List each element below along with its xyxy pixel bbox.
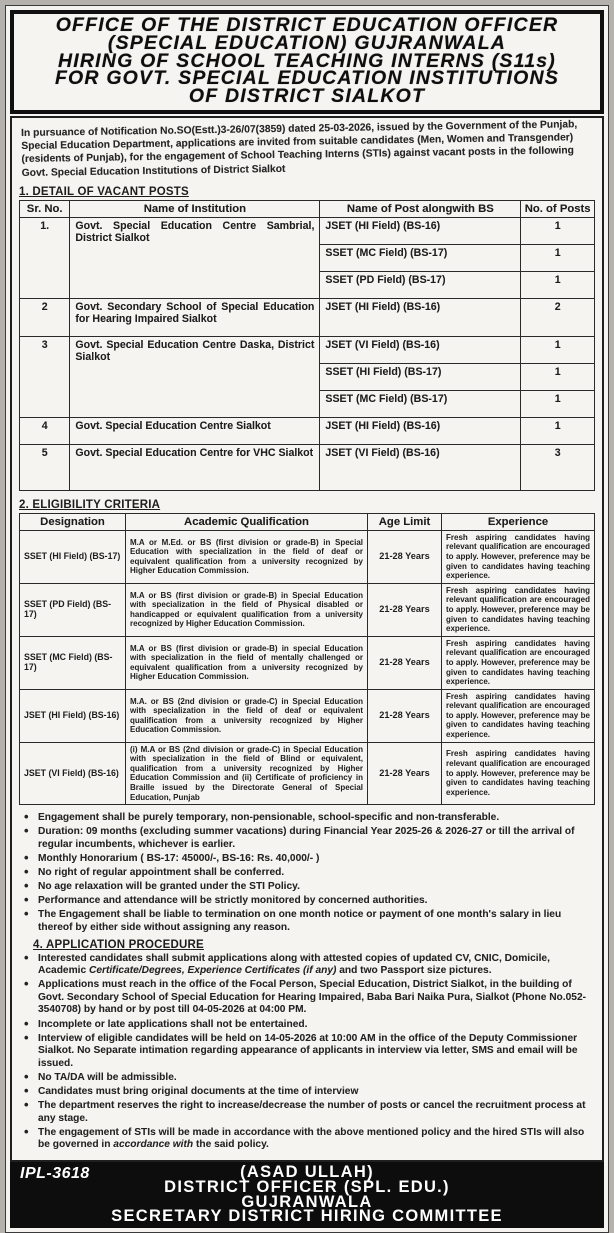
- column-header-sr: Sr. No.: [20, 200, 70, 217]
- ad-header-line-4: FOR GOVT. SPECIAL EDUCATION INSTITUTIONS: [54, 67, 560, 90]
- signatory-committee: SECRETARY DISTRICT HIRING COMMITTEE: [111, 1207, 503, 1226]
- column-header-age: Age Limit: [368, 513, 442, 530]
- post-cell: JSET (VI Field) (BS-16): [320, 336, 521, 363]
- qualification-cell: (i) M.A or BS (2nd division or grade-C) in Special Education with specialization in the field of Blind or equivalent, qualification from a university recognized by Higher Education Commission and (ii) Certificate of proficiency in Braille issued by the Directorate General of Special Education, Punjab: [126, 742, 368, 805]
- signatory-city: GUJRANWALA: [241, 1192, 373, 1211]
- ad-header-line-5: OF DISTRICT SIALKOT: [188, 85, 426, 108]
- emphasized-text: 04-05-2026 at 04:00 PM.: [192, 1004, 307, 1016]
- ad-header-line-3: HIRING OF SCHOOL TEACHING INTERNS (S11s): [58, 49, 556, 72]
- newspaper-ad: [5, 5, 609, 1233]
- eligibility-heading: 2. ELIGIBILITY CRITERIA: [19, 498, 161, 511]
- ad-body: [10, 116, 604, 1162]
- age-cell: 21-28 Years: [368, 742, 442, 805]
- age-cell: 21-28 Years: [368, 530, 442, 583]
- designation-cell: SSET (PD Field) (BS-17): [20, 583, 126, 636]
- age-cell: 21-28 Years: [368, 583, 442, 636]
- table-row: [20, 742, 595, 805]
- count-cell: 1: [521, 336, 595, 363]
- sr-cell: 3: [20, 336, 70, 417]
- count-cell: 1: [521, 244, 595, 271]
- age-cell: 21-28 Years: [368, 636, 442, 689]
- vacant-posts-table: [19, 200, 595, 491]
- ad-header-line-1: OFFICE OF THE DISTRICT EDUCATION OFFICER: [55, 14, 559, 36]
- count-cell: 1: [521, 417, 595, 444]
- emphasized-text: accordance with: [113, 1139, 194, 1151]
- intro-paragraph: In pursuance of Notification No.SO(Estt.)3-26/07(3859) dated 25-03-2026, issued by the Government of the Punjab, Special Education Department, applications are invited from suitable candidates (Men, Women and Transgender) (residents of Punjab), for the engagement of School Teaching Interns (STIs) against vacant posts in the following Govt. Special Education Institutions of District Sialkot: [21, 119, 578, 179]
- table-row: [20, 444, 595, 490]
- table-row: [20, 298, 595, 336]
- qualification-cell: M.A or BS (first division or grade-B) in special Education with specialization in the field of mentally challenged or equivalent qualification from a university recognized by Higher Education Commission.: [126, 636, 368, 689]
- text-segment: in the office of the Deputy Commissioner Sialkot. No Separate intimation regarding appearance of applicants in interview via letter, SMS and email will be issued.: [38, 1032, 578, 1069]
- column-header-institution: Name of Institution: [70, 200, 320, 217]
- text-segment: The engagement of STIs will be made in accordance with the above mentioned policy and the hired STIs will also be governed in: [38, 1126, 585, 1151]
- count-cell: 3: [521, 444, 595, 490]
- qualification-cell: M.A. or BS (2nd division or grade-C) in Special Education with specialization in the field of deaf or equivalent qualification from a university recognized by Higher Education Commission.: [126, 689, 368, 742]
- experience-cell: Fresh aspiring candidates having relevant qualification are encouraged to apply. However, preference may be given to candidates having teaching experience.: [442, 636, 595, 689]
- application-item: • Incomplete or late applications shall not be entertained.: [21, 1019, 595, 1032]
- text-segment: Interested candidates shall submit applications along with attested copies of updated CV, CNIC, Domicile, Academic: [38, 952, 550, 977]
- post-cell: JSET (HI Field) (BS-16): [320, 298, 521, 336]
- application-list: [21, 953, 595, 1152]
- emphasized-text: 14-05-2026 at 10:00 AM: [264, 1032, 376, 1044]
- application-item: [21, 979, 595, 1017]
- text-segment: and two Passport size pictures.: [336, 965, 492, 977]
- terms-item: • No right of regular appointment shall be conferred.: [21, 867, 595, 880]
- count-cell: 1: [521, 271, 595, 298]
- application-item: [21, 1127, 595, 1152]
- age-cell: 21-28 Years: [368, 689, 442, 742]
- designation-cell: SSET (MC Field) (BS-17): [20, 636, 126, 689]
- terms-item: • The Engagement shall be liable to termination on one month notice or payment of one month's salary in lieu thereof by either side without assigning any reason.: [21, 909, 595, 934]
- table-row: [20, 417, 595, 444]
- post-cell: SSET (MC Field) (BS-17): [320, 390, 521, 417]
- terms-item: • No age relaxation will be granted under the STI Policy.: [21, 881, 595, 894]
- application-heading: 4. APPLICATION PROCEDURE: [33, 938, 204, 951]
- column-header-experience: Experience: [442, 513, 595, 530]
- signature-strip: [10, 1162, 604, 1228]
- application-item: • No TA/DA will be admissible.: [21, 1072, 595, 1085]
- institution-cell: Govt. Special Education Centre for VHC Sialkot: [70, 444, 320, 490]
- sr-cell: 2: [20, 298, 70, 336]
- ad-reference-number: IPL-3618: [20, 1164, 90, 1182]
- table-row: [20, 583, 595, 636]
- table-header-row: [20, 200, 595, 217]
- post-cell: JSET (VI Field) (BS-16): [320, 444, 521, 490]
- signatory-title: DISTRICT OFFICER (SPL. EDU.): [164, 1177, 450, 1196]
- terms-item: • Duration: 09 months (excluding summer vacations) during Financial Year 2025-26 & 2026-27 or till the arrival of regular incumbents, whichever is earlier.: [21, 826, 595, 851]
- sr-cell: 4: [20, 417, 70, 444]
- institution-cell: Govt. Special Education Centre Daska, District Sialkot: [70, 336, 320, 417]
- experience-cell: Fresh aspiring candidates having relevant qualification are encouraged to apply. However, preference may be given to candidates having teaching experience.: [442, 689, 595, 742]
- post-cell: JSET (HI Field) (BS-16): [320, 217, 521, 244]
- ad-header: [10, 10, 604, 114]
- ad-header-line-2: (SPECIAL EDUCATION) GUJRANWALA: [107, 31, 507, 54]
- sr-cell: 5: [20, 444, 70, 490]
- experience-cell: Fresh aspiring candidates having relevant qualification are encouraged to apply. However, preference may be given to candidates having teaching experience.: [442, 530, 595, 583]
- table-row: [20, 689, 595, 742]
- application-item: [21, 1033, 595, 1071]
- application-item: [21, 953, 595, 978]
- qualification-cell: M.A or M.Ed. or BS (first division or grade-B) in Special Education with specialization in the field of deaf or equivalent qualification from a university recognized by Higher Education Commission.: [126, 530, 368, 583]
- table-row: [20, 636, 595, 689]
- emphasized-text: Certificate/Degrees, Experience Certificates (if any): [88, 965, 337, 977]
- experience-cell: Fresh aspiring candidates having relevant qualification are encouraged to apply. However, preference may be given to candidates having teaching experience.: [442, 742, 595, 805]
- experience-cell: Fresh aspiring candidates having relevant qualification are encouraged to apply. However, preference may be given to candidates having teaching experience.: [442, 583, 595, 636]
- count-cell: 1: [521, 363, 595, 390]
- designation-cell: SSET (HI Field) (BS-17): [20, 530, 126, 583]
- count-cell: 1: [521, 217, 595, 244]
- text-segment: Interview of eligible candidates will be held on: [38, 1032, 265, 1044]
- column-header-post: Name of Post alongwith BS: [320, 200, 521, 217]
- text-segment: Applications must reach in the office of the Focal Person, Special Education, District Sialkot, in the building of Govt. Secondary School of Special Education for Hearing Impaired, Baba Bari Naika Pura, Sialkot (Phone No.052-3540708) by hand or by post till: [38, 979, 586, 1016]
- application-item: • Candidates must bring original documents at the time of interview: [21, 1086, 595, 1099]
- column-header-designation: Designation: [20, 513, 126, 530]
- eligibility-table: [19, 513, 595, 805]
- terms-list: [21, 812, 595, 934]
- post-cell: SSET (MC Field) (BS-17): [320, 244, 521, 271]
- post-cell: JSET (HI Field) (BS-16): [320, 417, 521, 444]
- table-row: [20, 336, 595, 363]
- institution-cell: Govt. Special Education Centre Sialkot: [70, 417, 320, 444]
- table-row: [20, 217, 595, 244]
- terms-item: • Monthly Honorarium ( BS-17: 45000/-, BS-16: Rs. 40,000/- ): [21, 853, 595, 866]
- column-header-count: No. of Posts: [521, 200, 595, 217]
- terms-item: • Performance and attendance will be strictly monitored by concerned authorities.: [21, 895, 595, 908]
- count-cell: 2: [521, 298, 595, 336]
- institution-cell: Govt. Secondary School of Special Education for Hearing Impaired Sialkot: [70, 298, 320, 336]
- designation-cell: JSET (HI Field) (BS-16): [20, 689, 126, 742]
- count-cell: 1: [521, 390, 595, 417]
- application-item: • The department reserves the right to increase/decrease the number of posts or cancel the recruitment process at any stage.: [21, 1100, 595, 1125]
- table-row: [20, 530, 595, 583]
- text-segment: the said policy.: [193, 1139, 269, 1151]
- vacant-posts-heading: 1. DETAIL OF VACANT POSTS: [19, 185, 189, 198]
- signatory-name: (ASAD ULLAH): [240, 1162, 374, 1181]
- qualification-cell: M.A or BS (first division or grade-B) in Special Education with specialization in the field of Physical disabled or handicapped or equivalent qualification from a university recognized by Higher Education Commission.: [126, 583, 368, 636]
- institution-cell: Govt. Special Education Centre Sambrial, District Sialkot: [70, 217, 320, 298]
- post-cell: SSET (HI Field) (BS-17): [320, 363, 521, 390]
- terms-item: • Engagement shall be purely temporary, non-pensionable, school-specific and non-transferable.: [21, 812, 595, 825]
- post-cell: SSET (PD Field) (BS-17): [320, 271, 521, 298]
- column-header-qualification: Academic Qualification: [126, 513, 368, 530]
- designation-cell: JSET (VI Field) (BS-16): [20, 742, 126, 805]
- sr-cell: 1.: [20, 217, 70, 298]
- table-header-row: [20, 513, 595, 530]
